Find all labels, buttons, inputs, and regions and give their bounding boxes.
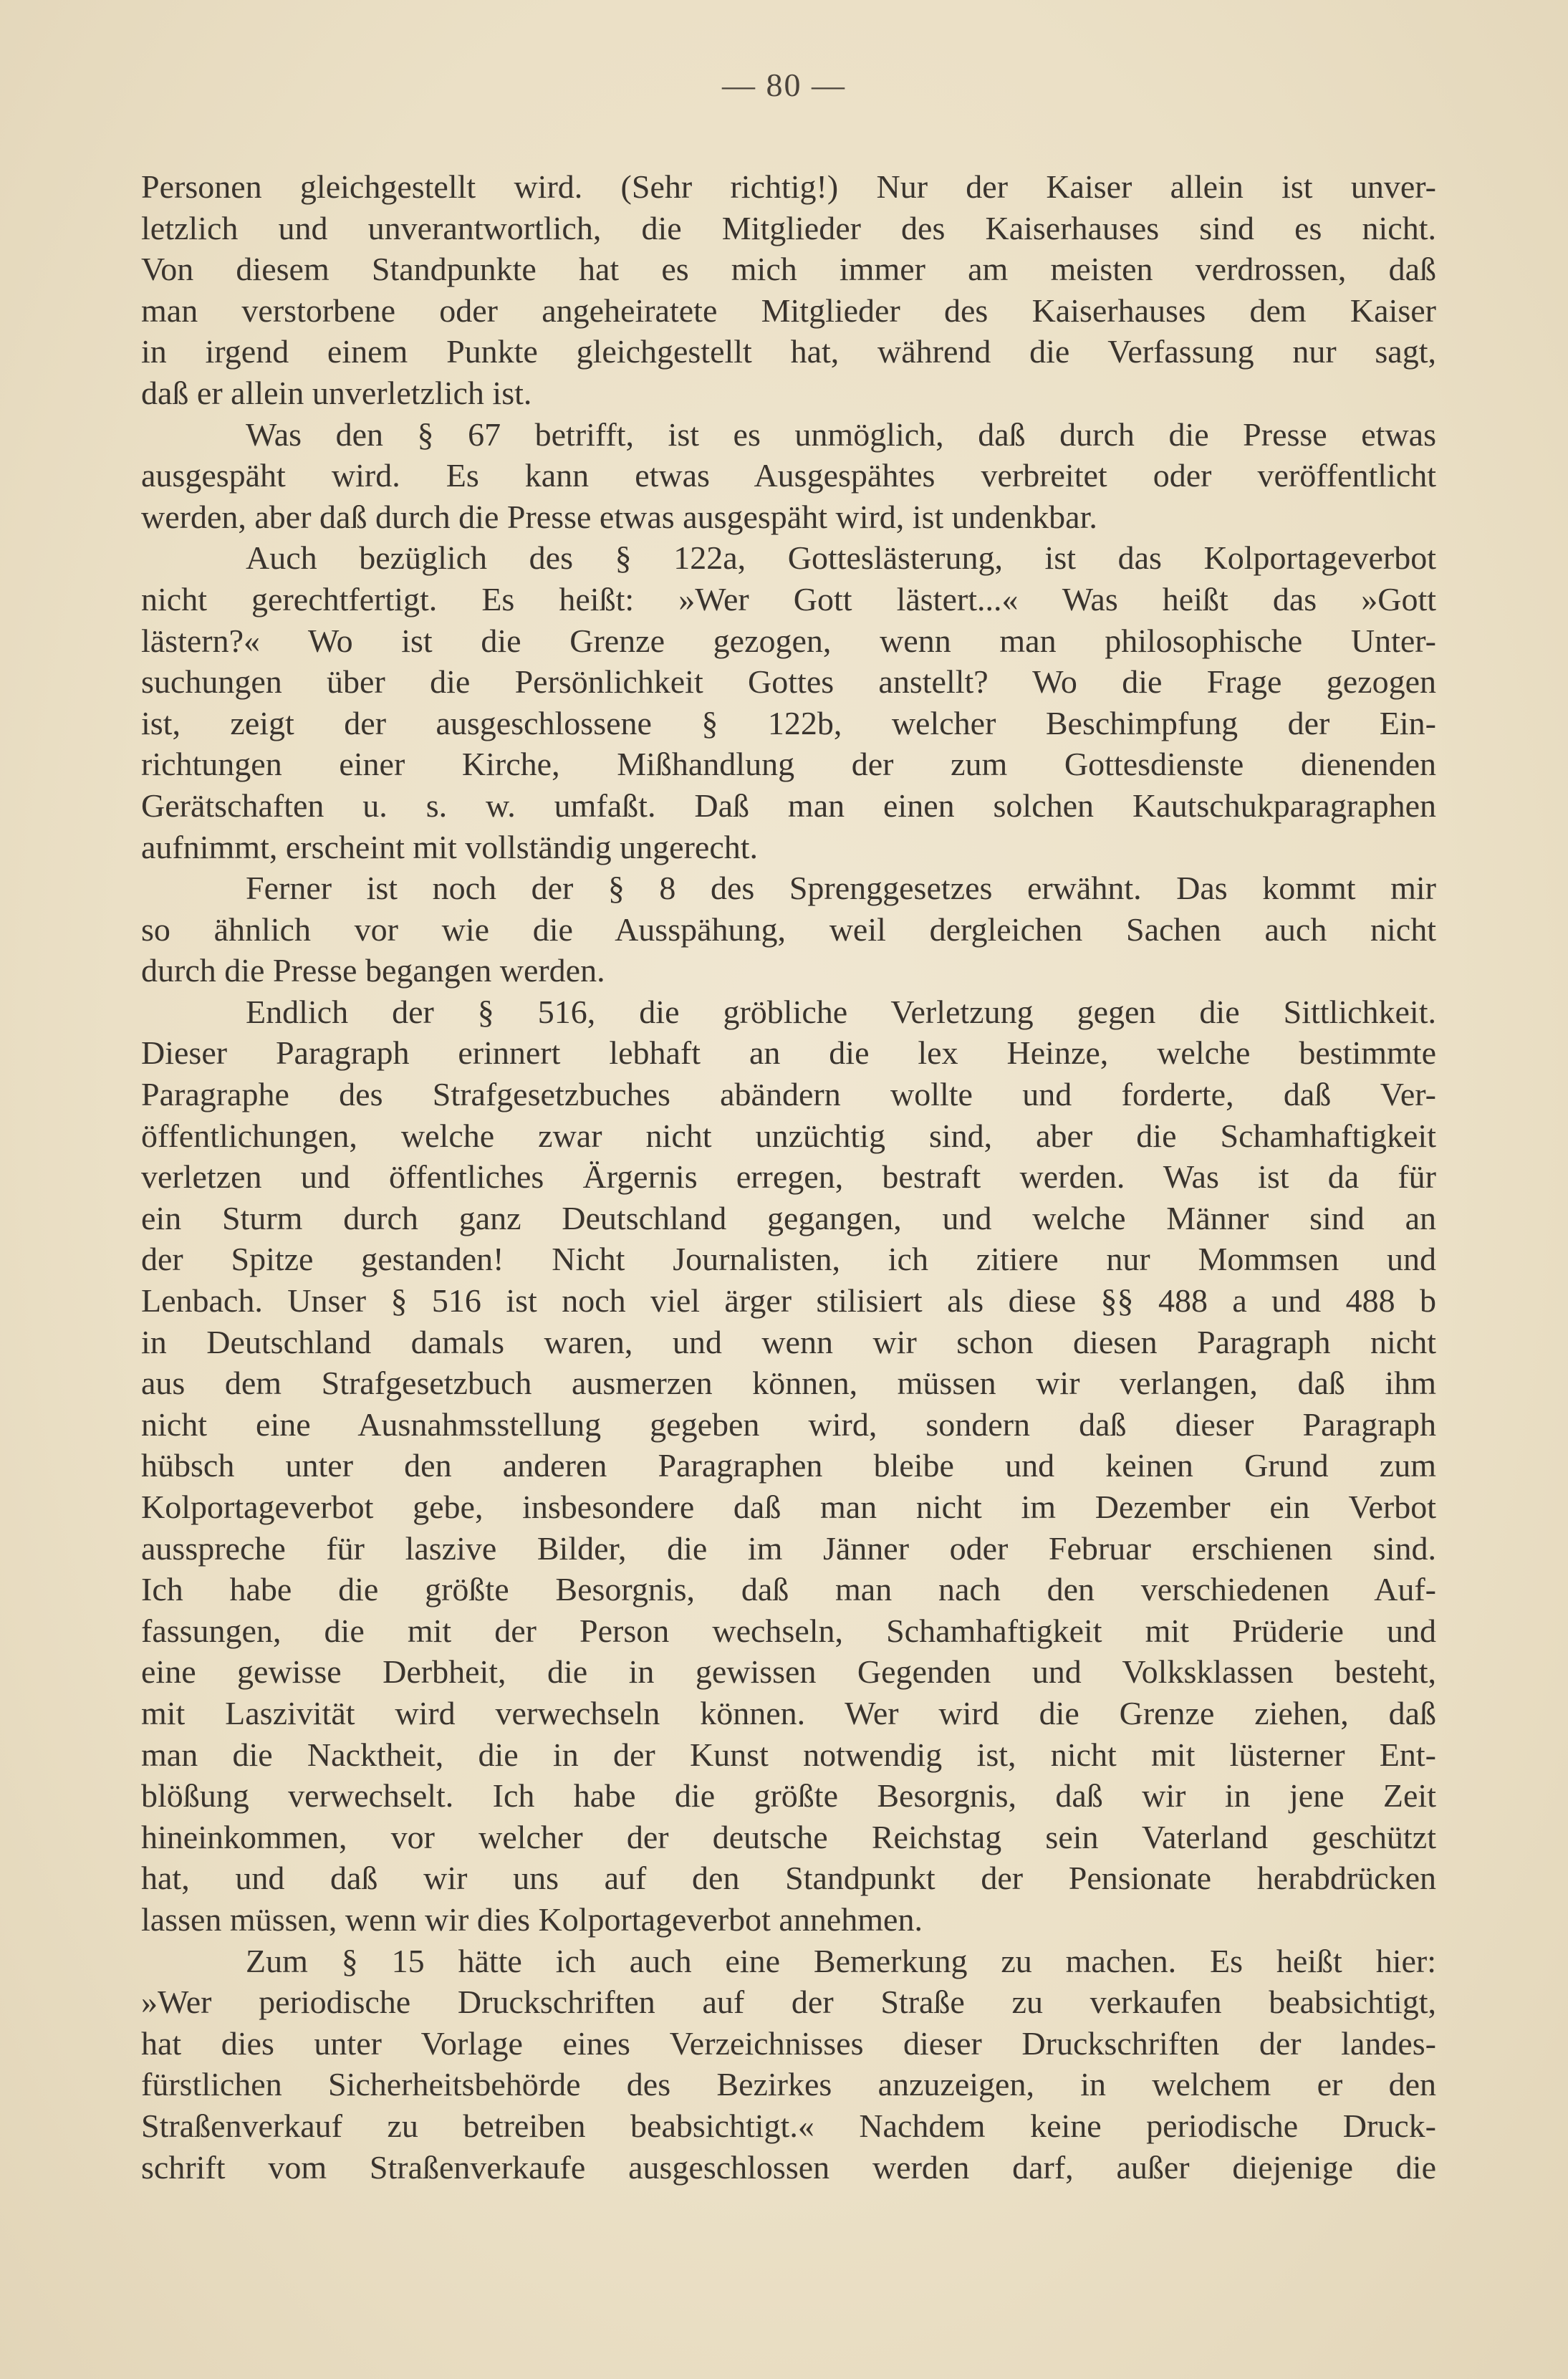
text-line: »Wer periodische Druckschriften auf der Straße zu verkaufen beabsichtigt, [141,1984,1436,2021]
text-line: Ferner ist noch der § 8 des Sprenggesetzes erwähnt. Das kommt mir [246,870,1436,907]
text-line: Gerätschaften u. s. w. umfaßt. Daß man einen solchen Kautschukparagraphen [141,787,1436,824]
text-line: Paragraphe des Strafgesetzbuches abändern wollte und forderte, daß Ver- [141,1076,1436,1113]
text-line: aufnimmt, erscheint mit vollständig ungerecht. [141,828,759,865]
text-line: in irgend einem Punkte gleichgestellt hat, während die Verfassung nur sagt, [141,333,1436,370]
text-line: Endlich der § 516, die gröbliche Verletzung gegen die Sittlichkeit. [246,993,1436,1030]
text-line: so ähnlich vor wie die Ausspähung, weil dergleichen Sachen auch nicht [141,910,1436,948]
text-line: hat, und daß wir uns auf den Standpunkt der Pensionate herabdrücken [141,1860,1436,1897]
text-line: Was den § 67 betrifft, ist es unmöglich, daß durch die Presse etwas [246,415,1436,453]
text-line: ausgespäht wird. Es kann etwas Ausgespähtes verbreitet oder veröffentlicht [141,457,1436,494]
text-line: ist, zeigt der ausgeschlossene § 122b, welcher Beschimpfung der Ein- [141,704,1436,741]
text-line: Von diesem Standpunkte hat es mich immer am meisten verdrossen, daß [141,251,1436,288]
text-line: ein Sturm durch ganz Deutschland gegangen, und welche Männer sind an [141,1199,1436,1236]
body-text [141,166,1436,2188]
text-line: mit Laszivität wird verwechseln können. Wer wird die Grenze ziehen, daß [141,1694,1436,1731]
text-line: suchungen über die Persönlichkeit Gottes anstellt? Wo die Frage gezogen [141,663,1436,701]
text-line: durch die Presse begangen werden. [141,952,605,989]
text-line: verletzen und öffentliches Ärgernis erregen, bestraft werden. Was ist da für [141,1158,1436,1196]
text-line: nicht gerechtfertigt. Es heißt: »Wer Gott lästert...« Was heißt das »Gott [141,580,1436,617]
text-line: aus dem Strafgesetzbuch ausmerzen können, müssen wir verlangen, daß ihm [141,1365,1436,1402]
text-line: schrift vom Straßenverkaufe ausgeschlossen werden darf, außer diejenige die [141,2148,1436,2186]
text-line: ausspreche für laszive Bilder, die im Jänner oder Februar erschienen sind. [141,1529,1436,1567]
text-line: Dieser Paragraph erinnert lebhaft an die lex Heinze, welche bestimmte [141,1034,1436,1072]
text-line: hineinkommen, vor welcher der deutsche Reichstag sein Vaterland geschützt [141,1818,1436,1855]
text-line: fürstlichen Sicherheitsbehörde des Bezirkes anzuzeigen, in welchem er den [141,2066,1436,2103]
text-line: hat dies unter Vorlage eines Verzeichnisses dieser Druckschriften der landes- [141,2024,1436,2062]
text-line: Zum § 15 hätte ich auch eine Bemerkung zu machen. Es heißt hier: [246,1942,1436,1979]
text-line: Ich habe die größte Besorgnis, daß man nach den verschiedenen Auf- [141,1571,1436,1608]
text-line: hübsch unter den anderen Paragraphen bleibe und keinen Grund zum [141,1447,1436,1484]
text-line: Straßenverkauf zu betreiben beabsichtigt.« Nachdem keine periodische Druck- [141,2107,1436,2144]
page-number: — 80 — [722,67,846,103]
text-line: der Spitze gestanden! Nicht Journalisten, ich zitiere nur Mommsen und [141,1241,1436,1278]
text-line: öffentlichungen, welche zwar nicht unzüchtig sind, aber die Schamhaftigkeit [141,1117,1436,1154]
text-line: werden, aber daß durch die Presse etwas ausgespäht wird, ist undenkbar. [141,498,1097,535]
text-line: in Deutschland damals waren, und wenn wir schon diesen Paragraph nicht [141,1323,1436,1360]
text-line: Lenbach. Unser § 516 ist noch viel ärger stilisiert als diese §§ 488 a und 488 b [141,1282,1436,1320]
text-line: fassungen, die mit der Person wechseln, Schamhaftigkeit mit Prüderie und [141,1612,1436,1649]
text-line: lassen müssen, wenn wir dies Kolportageverbot annehmen. [141,1900,923,1938]
text-line: Auch bezüglich des § 122a, Gotteslästerung, ist das Kolportageverbot [246,539,1436,577]
text-line: man die Nacktheit, die in der Kunst notwendig ist, nicht mit lüsterner Ent- [141,1736,1436,1773]
text-line: blößung verwechselt. Ich habe die größte Besorgnis, daß wir in jene Zeit [141,1777,1436,1815]
text-line: eine gewisse Derbheit, die in gewissen Gegenden und Volksklassen besteht, [141,1653,1436,1691]
text-line: lästern?« Wo ist die Grenze gezogen, wenn man philosophische Unter- [141,622,1436,659]
text-line: Kolportageverbot gebe, insbesondere daß man nicht im Dezember ein Verbot [141,1489,1436,1525]
text-line: daß er allein unverletzlich ist. [141,374,532,411]
text-line: nicht eine Ausnahmsstellung gegeben wird, sondern daß dieser Paragraph [141,1405,1436,1443]
text-line: richtungen einer Kirche, Mißhandlung der zum Gottesdienste dienenden [141,746,1436,783]
text-line: man verstorbene oder angeheiratete Mitglieder des Kaiserhauses dem Kaiser [141,292,1436,329]
text-line: Personen gleichgestellt wird. (Sehr richtig!) Nur der Kaiser allein ist unver- [141,168,1436,205]
text-line: letzlich und unverantwortlich, die Mitglieder des Kaiserhauses sind es nicht. [141,209,1436,246]
